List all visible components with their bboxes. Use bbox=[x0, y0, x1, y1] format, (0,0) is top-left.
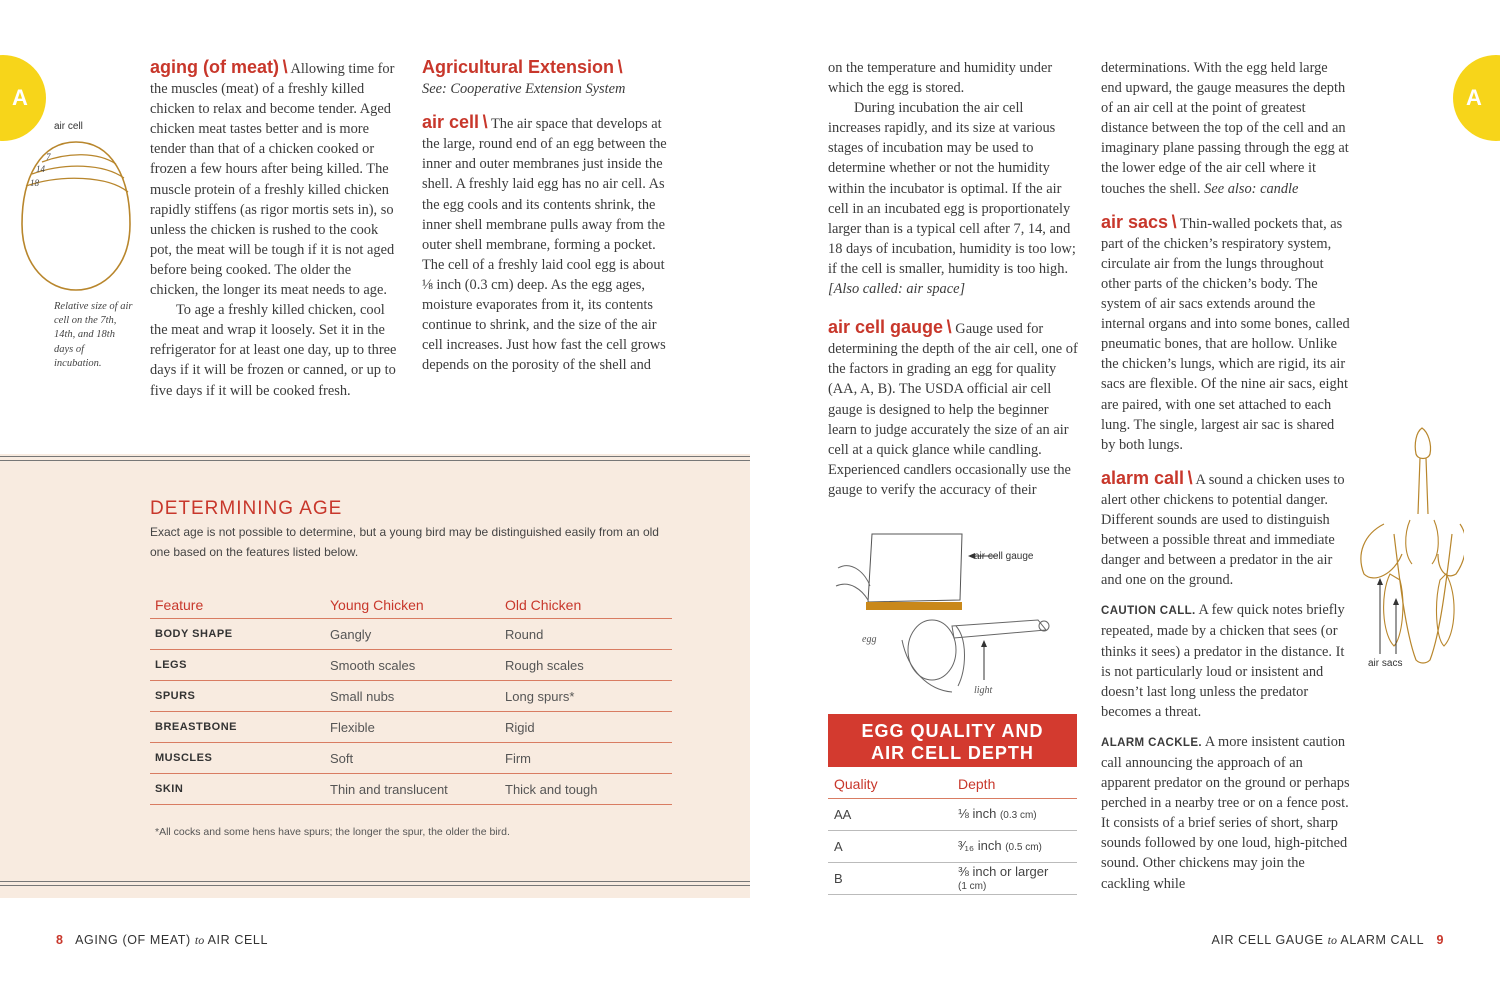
entry-alarm-call: alarm call \ A sound a chicken uses to alert other chickens to potential danger. Different sounds are used to distinguish between a possible threat and immediate danger and between a predator in the air and one on the ground. bbox=[1101, 467, 1345, 589]
eq-col-depth: Depth bbox=[952, 770, 1077, 799]
table-row bbox=[150, 681, 672, 712]
air-cell-line-14 bbox=[32, 166, 124, 178]
entry-air-cell-gauge: air cell gauge \ Gauge used for determining the depth of the air cell, one of the factors in grading an egg for quality (AA, A, B). The USDA official air cell gauge is designed to help the beginner learn to judge accurately the size of an air cell at a quick glance while candling. Experienced candlers occasionally use the gauge to verify the accuracy of their bbox=[828, 317, 1078, 498]
table-row bbox=[150, 712, 672, 743]
page-number-left: 8 bbox=[56, 933, 64, 947]
headword-air-cell-gauge: air cell gauge bbox=[828, 317, 944, 338]
air-sacs-figure-label: air sacs bbox=[1368, 658, 1403, 669]
entry-air-cell: air cell \ The air space that develops at the large, round end of an egg between the inner and outer membranes just inside the shell. A freshly laid egg has no air cell. As the egg cools and its contents shrink, the inner shell membrane pulls away from the outer shell membrane, forming a pocket. The cell of a freshly laid cool egg is about ⅛ inch (0.3 cm) deep. As the egg ages, moisture evaporates from it, its contents continue to shrink, and the size of the air cell increases. Just how fast the cell grows depends on the porosity of the shell and bbox=[422, 112, 667, 374]
old-cell: Thick and tough bbox=[500, 774, 672, 805]
day-mark-18: 18 bbox=[30, 178, 39, 188]
air-cell-continued: on the temperature and humidity under which the egg is stored. bbox=[828, 60, 1053, 97]
gauge-continued: determinations. With the egg held large end upward, the gauge measures the depth of an air cell at the point of greatest distance between the top of the cell and an imaginary plane passing through the egg at the lower edge of the air cell where it touches the shell. See also: candle bbox=[1101, 60, 1349, 197]
young-cell: Small nubs bbox=[325, 681, 500, 712]
egg-quality-title-bar bbox=[828, 714, 1077, 767]
air-cell-also-called: [Also called: air space] bbox=[828, 281, 966, 298]
page-number-right: 9 bbox=[1436, 933, 1444, 947]
depth-cell: ³⁄₁₆ inch (0.5 cm) bbox=[952, 831, 1077, 863]
table-row bbox=[150, 743, 672, 774]
headword-aging: aging (of meat) bbox=[150, 57, 279, 77]
bird-skull bbox=[1415, 428, 1430, 459]
table-row bbox=[828, 831, 1077, 863]
day-mark-14: 14 bbox=[36, 164, 45, 174]
table-row bbox=[150, 619, 672, 650]
thumb-tab-left bbox=[0, 55, 46, 141]
headword-alarm-call: alarm call bbox=[1101, 467, 1185, 488]
alarm-cackle-label: ALARM CACKLE. bbox=[1101, 736, 1203, 749]
feature-cell: LEGS bbox=[150, 650, 325, 681]
candler-knob bbox=[1039, 621, 1049, 631]
label-egg: egg bbox=[862, 634, 877, 645]
column-1 bbox=[150, 57, 402, 401]
agext-cross-reference: See: Cooperative Extension System bbox=[422, 81, 626, 98]
column-3 bbox=[828, 58, 1078, 500]
air-sacs-illustration bbox=[1354, 424, 1464, 674]
young-cell: Gangly bbox=[325, 619, 500, 650]
candler-tube bbox=[952, 620, 1046, 638]
egg-figure-caption: Relative size of air cell on the 7th, 14th, and 18th days of incubation. bbox=[54, 301, 133, 369]
feature-cell: SKIN bbox=[150, 774, 325, 805]
feature-cell: BODY SHAPE bbox=[150, 619, 325, 650]
old-cell: Rigid bbox=[500, 712, 672, 743]
young-cell: Flexible bbox=[325, 712, 500, 743]
gauge-bar bbox=[866, 602, 962, 610]
gauge-card bbox=[868, 534, 962, 602]
egg-quality-title-line2: AIR CELL DEPTH bbox=[871, 743, 1034, 763]
table-row bbox=[828, 799, 1077, 831]
column-4 bbox=[1101, 58, 1351, 894]
eq-col-quality: Quality bbox=[828, 770, 952, 799]
age-table bbox=[150, 591, 672, 805]
age-table-footnote: *All cocks and some hens have spurs; the longer the spur, the older the bird. bbox=[155, 826, 510, 838]
egg-quality-table bbox=[828, 770, 1077, 895]
caution-call: CAUTION CALL. A few quick notes briefly repeated, made by a chicken that sees (or thinks it sees) a predator in the distance. It is not particularly loud or insistent and doesn’t last long unless the predator becomes a threat. bbox=[1101, 602, 1345, 720]
old-cell: Long spurs* bbox=[500, 681, 672, 712]
old-cell: Rough scales bbox=[500, 650, 672, 681]
determining-age-title: DETERMINING AGE bbox=[150, 498, 343, 519]
alarm-cackle: ALARM CACKLE. A more insistent caution call announcing the approach of an apparent predator on the ground or perhaps perched in a nearby tree or on a fence post. It consists of a brief series of short, sharp sounds followed by one loud, high-pitched sound. Other chickens may join the cackling while bbox=[1101, 733, 1350, 892]
air-cell-label: air cell bbox=[54, 121, 83, 132]
old-cell: Firm bbox=[500, 743, 672, 774]
column-2 bbox=[422, 57, 670, 375]
bird-body bbox=[1361, 524, 1464, 663]
age-col-feature: Feature bbox=[150, 591, 325, 619]
footer-right-to: ALARM CALL bbox=[1340, 933, 1425, 947]
aging-paragraph-2: To age a freshly killed chicken, cool the meat and wrap it loosely. Set it in the refrigerator for at least one day, up to three days if it will be frozen or canned, or up to five days if it will be cooked fresh. bbox=[150, 302, 397, 399]
air-sacs-definition: Thin-walled pockets that, as part of the chicken’s respiratory system, circulate air from the lungs throughout other parts of the chicken’s body. The system of air sacs extends around the internal organs and into some bones, called pneumatic bones, that are hollow. Unlike the chicken’s lungs, which are rigid, its air sacs are flexible. Of the nine air sacs, eight are paired, with one set attached to each lung. The single, largest air sac is shared by both lungs. bbox=[1101, 215, 1350, 453]
see-also-candle: See also: candle bbox=[1204, 180, 1299, 197]
feature-cell: SPURS bbox=[150, 681, 325, 712]
table-row bbox=[150, 774, 672, 805]
headword-air-cell: air cell bbox=[422, 112, 480, 133]
label-light: light bbox=[974, 685, 993, 696]
young-cell: Soft bbox=[325, 743, 500, 774]
footer-left-to: AIR CELL bbox=[207, 933, 269, 947]
air-cell-gauge-definition: Gauge used for determining the depth of the air cell, one of the factors in grading an egg for quality (AA, A, B). The USDA official air cell gauge is designed to help the beginner learn to judge accurately the size of an air cell at a quick glance while candling. Experienced candlers occasionally use the gauge to verify the accuracy of their bbox=[828, 321, 1078, 498]
air-cell-gauge-illustration bbox=[832, 530, 1072, 700]
young-cell: Smooth scales bbox=[325, 650, 500, 681]
footer-right-from: AIR CELL GAUGE bbox=[1211, 933, 1324, 947]
air-cell-incubation-paragraph: During incubation the air cell increases rapidly, and its size at various stages of incubation may be used to determine whether or not the humidity within the incubator is optimal. If the air cell in an incubated egg is proportionately larger than is a typical cell after 7, 14, and 18 days of incubation, humidity is too low; if the cell is smaller, humidity is too high. bbox=[828, 100, 1076, 277]
table-row bbox=[150, 650, 672, 681]
label-air-cell-gauge: air cell gauge bbox=[974, 551, 1034, 562]
air-cell-line-7 bbox=[42, 155, 116, 164]
day-mark-7: 7 bbox=[46, 152, 51, 162]
egg-quality-title-line1: EGG QUALITY AND bbox=[861, 721, 1044, 741]
footer-left-from: AGING (OF MEAT) bbox=[75, 933, 191, 947]
age-col-young: Young Chicken bbox=[325, 591, 500, 619]
aging-definition: Allowing time for the muscles (meat) of a freshly killed chicken to relax and become tender. Aged chicken meat tastes better and is more tender than that of a chicken cooked or frozen a few hours after being killed. The muscle protein of a freshly killed chicken rapidly stiffens (as rigor mortis sets in), so unless the chicken is rushed to the cook pot, the meat will be tough if it is not aged before being cooked. The older the chicken, the longer its meat needs to age. bbox=[150, 61, 395, 299]
determining-age-box bbox=[0, 454, 750, 898]
old-cell: Round bbox=[500, 619, 672, 650]
entry-air-sacs: air sacs \ Thin-walled pockets that, as part of the chicken’s respiratory system, circulate air from the lungs throughout other parts of the chicken’s body. The system of air sacs extends around the internal organs and into some bones, called pneumatic bones, that are hollow. Unlike the chicken’s lungs, which are rigid, its air sacs are flexible. Of the nine air sacs, eight are paired, with one set attached to each lung. The single, largest air sac is shared by both lungs. bbox=[1101, 211, 1350, 453]
tab-letter: A bbox=[1466, 85, 1482, 110]
hand-left bbox=[836, 566, 870, 600]
feature-cell: BREASTBONE bbox=[150, 712, 325, 743]
quality-cell: B bbox=[828, 863, 952, 895]
depth-cell: ⅛ inch (0.3 cm) bbox=[952, 799, 1077, 831]
caution-call-label: CAUTION CALL. bbox=[1101, 605, 1196, 618]
air-cell-line-18 bbox=[26, 178, 128, 192]
entry-aging: aging (of meat) \ Allowing time for the muscles (meat) of a freshly killed chicken to relax and become tender. Aged chicken meat tastes better and is more tender than that of a chicken cooked or frozen a few hours after being killed. The muscle protein of a freshly killed chicken rapidly stiffens (as rigor mortis sets in), so unless the chicken is rushed to the cook pot, the meat will be tough if it is not aged before being cooked. The older the chicken, the longer its meat needs to age. bbox=[150, 57, 395, 299]
age-col-old: Old Chicken bbox=[500, 591, 672, 619]
lungs bbox=[1406, 520, 1439, 564]
determining-age-intro: Exact age is not possible to determine, but a young bird may be distinguished easily from an old one based on the features listed below. bbox=[150, 525, 659, 559]
young-cell: Thin and translucent bbox=[325, 774, 500, 805]
footer-left: 8 AGING (OF MEAT) to AIR CELL bbox=[56, 933, 269, 947]
quality-cell: A bbox=[828, 831, 952, 863]
bird-neck bbox=[1418, 458, 1428, 514]
quality-cell: AA bbox=[828, 799, 952, 831]
feature-cell: MUSCLES bbox=[150, 743, 325, 774]
entry-agricultural-extension: Agricultural Extension \ bbox=[422, 57, 623, 77]
egg-air-cell-illustration bbox=[18, 138, 134, 296]
headword-agricultural-extension: Agricultural Extension bbox=[422, 57, 615, 77]
headword-air-sacs: air sacs bbox=[1101, 211, 1169, 232]
tab-letter: A bbox=[12, 85, 28, 110]
alarm-call-definition: A sound a chicken uses to alert other chickens to potential danger. Different sounds are used to distinguish between a possible threat and immediate danger and between a predator in the air and one on the ground. bbox=[1101, 471, 1345, 589]
depth-cell: ⅜ inch or larger (1 cm) bbox=[952, 863, 1077, 895]
thumb-tab-right bbox=[1453, 55, 1500, 141]
footer-right: AIR CELL GAUGE to ALARM CALL 9 bbox=[1211, 933, 1444, 947]
table-row bbox=[828, 863, 1077, 895]
air-cell-definition: The air space that develops at the large, round end of an egg between the inner and outer membranes just inside the shell. A freshly laid egg has no air cell. As the egg cools and its contents shrink, the inner shell membrane pulls away from the outer shell membrane, forming a pocket. The cell of a freshly laid cool egg is about ⅛ inch (0.3 cm) deep. As the egg ages, moisture evaporates from it, its contents continue to shrink, and the size of the air cell increases. Just how fast the cell grows depends on the porosity of the shell and bbox=[422, 116, 667, 374]
